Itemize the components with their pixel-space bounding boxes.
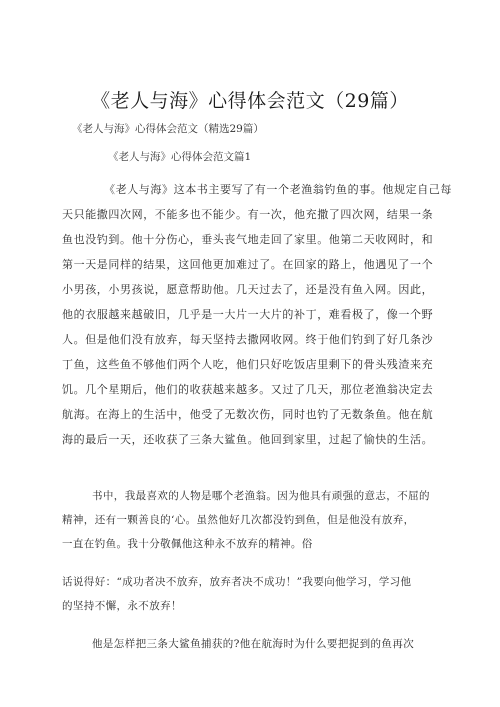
paragraph-line: 海的最后一天，还收获了三条大鲨鱼。他回到家里，过起了愉快的生活。 [62,433,434,446]
paragraph-line: 丁鱼，这些鱼不够他们两个人吃，他们只好吃饭店里剩下的骨头残渣来充 [62,358,434,371]
document-subtitle: 《老人与海》心得体会范文（精选29篇） [72,123,264,135]
document-title: 《老人与海》心得体会范文（29篇） [91,90,409,112]
paragraph-line: 《老人与海》这本书主要写了有一个老渔翁钓鱼的事。他规定自己每 [104,183,452,196]
paragraph-line: 的坚持不懈，永不放弃！ [62,600,182,612]
paragraph-line: 人。但是他们没有放弃，每天坚持去撒网收网。终于他们钓到了好几条沙 [62,333,434,346]
paragraph-line: 第一天是同样的结果，这回他更加难过了。在回家的路上，他遇见了一个 [62,258,434,271]
paragraph-line: 精神，还有一颗善良的‘心。虽然他好几次都没钓到鱼，但是他没有放弃， [62,514,415,526]
paragraph-line: 书中，我最喜欢的人物是哪个老渔翁。因为他具有顽强的意志，不屈的 [92,490,430,502]
paragraph-line: 饥。几个星期后，他们的收获越来越多。又过了几天，那位老渔翁决定去 [62,383,434,396]
paragraph-line: 一直在钓鱼。我十分敬佩他这种永不放弃的精神。俗 [62,538,313,550]
paragraph-line: 话说得好：“成功者决不放弃，放弃者决不成功！”我要向他学习，学习他 [62,576,412,588]
paragraph-line: 他的衣服越来越破旧，几乎是一大片一大片的补丁，难看极了，像一个野 [62,308,434,321]
paragraph-line: 小男孩，小男孩说，愿意帮助他。几天过去了，还是没有鱼入网。因此， [62,283,434,296]
paragraph-line: 天只能撒四次网，不能多也不能少。有一次，他充撒了四次网，结果一条 [62,208,434,221]
section-heading: 《老人与海》心得体会范文篇1 [108,151,252,163]
paragraph-line: 航海。在海上的生活中，他受了无数次伤，同时也钓了无数条鱼。他在航 [62,408,434,421]
paragraph-line: 他是怎样把三条大鲨鱼捕获的?他在航海时为什么要把捉到的鱼再次 [92,638,415,650]
paragraph-line: 鱼也没钓到。他十分伤心，垂头丧气地走回了家里。他第二天收网时，和 [62,233,434,246]
